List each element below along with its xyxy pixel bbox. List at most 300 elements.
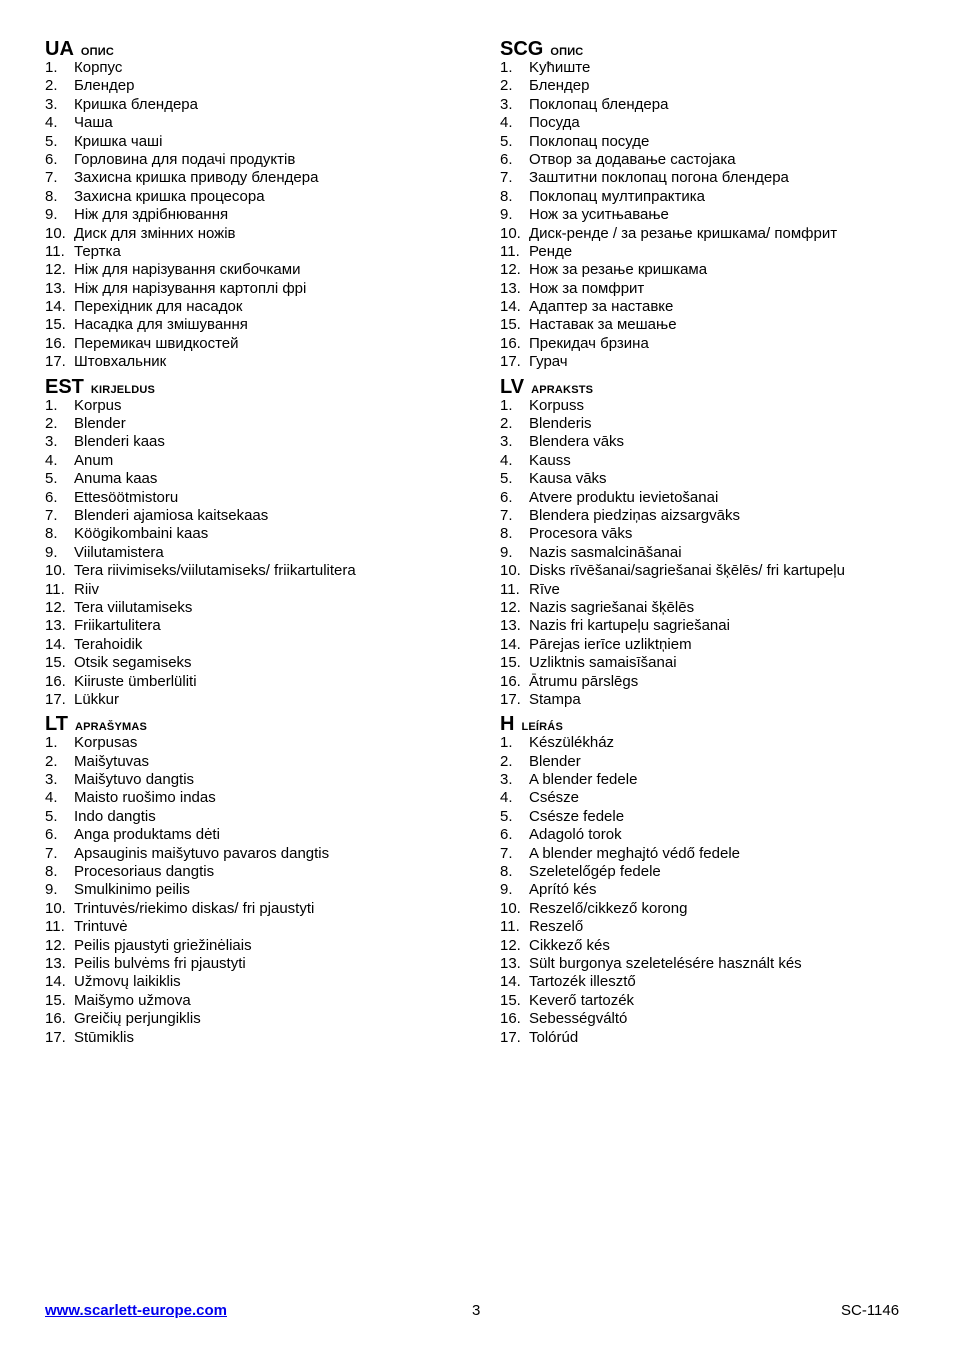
- item-label: Maišytuvas: [74, 752, 150, 770]
- list-item: [45, 316, 465, 334]
- item-label: Штовхальник: [74, 353, 167, 371]
- list-item: [45, 654, 465, 672]
- item-number: 5.: [45, 132, 58, 150]
- item-number: 12.: [500, 261, 521, 279]
- section-heading: [45, 372, 465, 397]
- item-number: 13.: [500, 279, 521, 297]
- list-item: [500, 808, 920, 826]
- list-item: [45, 881, 465, 899]
- item-number: 1.: [500, 396, 513, 414]
- item-label: Поклопац мултипрактика: [529, 187, 706, 205]
- item-number: 10.: [45, 899, 66, 917]
- item-number: 14.: [45, 635, 66, 653]
- item-number: 6.: [45, 826, 58, 844]
- list-item: [45, 599, 465, 617]
- item-label: Захисна кришка процесора: [74, 187, 265, 205]
- list-item: [45, 452, 465, 470]
- section-title: kirjeldus: [90, 379, 156, 397]
- language-code: EST: [45, 375, 84, 398]
- item-label: Отвор за додавање састојака: [529, 150, 736, 168]
- list-item: [45, 415, 465, 433]
- item-number: 1.: [500, 734, 513, 752]
- item-number: 11.: [500, 242, 520, 260]
- item-label: Procesora vāks: [529, 525, 633, 543]
- list-item: [500, 562, 920, 580]
- list-item: [500, 261, 920, 279]
- item-number: 16.: [500, 672, 521, 690]
- item-number: 10.: [45, 224, 66, 242]
- item-label: Tera riivimiseks/viilutamiseks/ friikartulitera: [74, 562, 356, 580]
- list-item: [45, 863, 465, 881]
- section-ua: [45, 34, 465, 372]
- item-number: 14.: [500, 635, 521, 653]
- list-item: [500, 489, 920, 507]
- item-label: Anga produktams dėti: [74, 826, 220, 844]
- item-number: 9.: [500, 206, 513, 224]
- item-number: 3.: [500, 95, 513, 113]
- list-item: [500, 581, 920, 599]
- list-item: [500, 225, 920, 243]
- item-label: Köögikombaini kaas: [74, 525, 209, 543]
- item-label: Viilutamistera: [74, 543, 164, 561]
- item-label: Перемикач швидкостей: [74, 334, 239, 352]
- item-number: 17.: [45, 1028, 66, 1046]
- item-label: Reszelő: [529, 918, 584, 936]
- item-label: Trintuvės/riekimo diskas/ fri pjaustyti: [74, 899, 315, 917]
- item-number: 7.: [500, 844, 513, 862]
- item-label: Blendera piedziņas aizsargvāks: [529, 506, 740, 524]
- item-number: 7.: [45, 169, 58, 187]
- item-label: Blendera vāks: [529, 433, 625, 451]
- list-item: [45, 691, 465, 709]
- item-number: 9.: [45, 543, 58, 561]
- item-number: 15.: [500, 316, 521, 334]
- item-number: 6.: [500, 150, 513, 168]
- item-label: Kausa vāks: [529, 470, 607, 488]
- item-label: Kauss: [529, 451, 571, 469]
- item-number: 3.: [500, 433, 513, 451]
- item-number: 10.: [45, 562, 66, 580]
- list-item: [500, 114, 920, 132]
- item-label: Friikartulitera: [74, 617, 161, 635]
- list-item: [500, 452, 920, 470]
- list-item: [500, 280, 920, 298]
- page-number: 3: [472, 1302, 481, 1319]
- website-link[interactable]: www.scarlett-europe.com: [45, 1302, 227, 1319]
- parts-list: [45, 397, 465, 710]
- item-number: 10.: [500, 562, 521, 580]
- item-label: Uzliktnis samaisīšanai: [529, 654, 677, 672]
- item-number: 12.: [500, 598, 521, 616]
- list-item: [500, 789, 920, 807]
- list-item: [45, 973, 465, 991]
- item-number: 7.: [45, 506, 58, 524]
- section-title: apraksts: [531, 379, 594, 397]
- list-item: [500, 636, 920, 654]
- item-number: 15.: [500, 654, 521, 672]
- item-label: Smulkinimo peilis: [74, 881, 190, 899]
- item-label: Maišymo užmova: [74, 991, 191, 1009]
- item-number: 8.: [45, 525, 58, 543]
- item-number: 5.: [45, 807, 58, 825]
- item-label: Tera viilutamiseks: [74, 598, 193, 616]
- list-item: [500, 654, 920, 672]
- item-number: 2.: [45, 752, 58, 770]
- list-item: [45, 562, 465, 580]
- list-item: [45, 826, 465, 844]
- item-number: 6.: [45, 150, 58, 168]
- item-label: Otsik segamiseks: [74, 654, 192, 672]
- language-code: UA: [45, 38, 74, 60]
- item-label: Atvere produktu ievietošanai: [529, 488, 719, 506]
- list-item: [45, 544, 465, 562]
- item-number: 6.: [500, 488, 513, 506]
- item-label: Kућиште: [529, 59, 591, 76]
- item-label: Pārejas ierīce uzliktņiem: [529, 635, 692, 653]
- item-label: Кришка чаші: [74, 132, 163, 150]
- item-label: Blender: [529, 752, 581, 770]
- item-number: 5.: [45, 470, 58, 488]
- list-item: [500, 881, 920, 899]
- item-label: Užmovų laikiklis: [74, 973, 181, 991]
- item-label: Blenderi ajamiosa kaitsekaas: [74, 506, 269, 524]
- language-code: LV: [500, 375, 525, 398]
- item-label: Blender: [74, 415, 126, 433]
- list-item: [45, 433, 465, 451]
- item-label: Keverő tartozék: [529, 991, 635, 1009]
- list-item: [500, 188, 920, 206]
- item-number: 16.: [45, 672, 66, 690]
- item-label: Nazis fri kartupeļu sagriešanai: [529, 617, 730, 635]
- section-heading: [45, 34, 465, 59]
- item-label: Нож за уситњавање: [529, 206, 669, 224]
- item-label: Blenderi kaas: [74, 433, 165, 451]
- item-label: Чаша: [74, 114, 113, 132]
- item-number: 8.: [500, 863, 513, 881]
- item-number: 17.: [45, 353, 66, 371]
- item-number: 7.: [45, 844, 58, 862]
- list-item: [500, 243, 920, 261]
- item-number: 6.: [45, 488, 58, 506]
- item-number: 15.: [45, 991, 66, 1009]
- list-item: [500, 353, 920, 371]
- item-number: 14.: [500, 973, 521, 991]
- item-label: Кришка блендера: [74, 95, 198, 113]
- item-number: 12.: [45, 936, 66, 954]
- item-number: 5.: [500, 132, 513, 150]
- item-label: Диск для змінних ножів: [74, 224, 236, 242]
- item-number: 4.: [45, 789, 58, 807]
- list-item: [45, 636, 465, 654]
- list-item: [45, 753, 465, 771]
- item-number: 16.: [500, 334, 521, 352]
- list-item: [45, 489, 465, 507]
- item-label: Прекидач брзина: [529, 334, 649, 352]
- list-item: [45, 617, 465, 635]
- list-item: [45, 900, 465, 918]
- item-number: 11.: [500, 918, 520, 936]
- item-label: Stampa: [529, 690, 581, 708]
- section-title: опис: [80, 42, 115, 59]
- item-label: Нож за резање кришкама: [529, 261, 708, 279]
- item-label: Aprító kés: [529, 881, 597, 899]
- item-label: Anuma kaas: [74, 470, 158, 488]
- item-number: 13.: [45, 279, 66, 297]
- list-item: [45, 470, 465, 488]
- list-item: [45, 243, 465, 261]
- item-label: Заштитни поклопац погона блендера: [529, 169, 789, 187]
- item-number: 7.: [500, 506, 513, 524]
- list-item: [45, 169, 465, 187]
- item-label: Procesoriaus dangtis: [74, 863, 215, 881]
- item-number: 14.: [45, 973, 66, 991]
- item-number: 13.: [500, 954, 521, 972]
- item-label: Peilis pjaustyti griežinėliais: [74, 936, 252, 954]
- list-item: [45, 955, 465, 973]
- item-label: Indo dangtis: [74, 807, 156, 825]
- item-number: 17.: [500, 690, 521, 708]
- list-item: [500, 133, 920, 151]
- list-item: [500, 845, 920, 863]
- item-label: Ренде: [529, 242, 573, 260]
- item-label: Korpuss: [529, 396, 585, 414]
- item-label: Тертка: [74, 242, 121, 260]
- item-number: 13.: [45, 954, 66, 972]
- item-label: Диск-ренде / за резање кришкама/ помфрит: [529, 224, 838, 242]
- item-number: 11.: [45, 918, 65, 936]
- list-item: [500, 1029, 920, 1047]
- list-item: [500, 955, 920, 973]
- item-label: Készülékház: [529, 734, 615, 752]
- item-number: 8.: [45, 863, 58, 881]
- item-label: Ніж для нарізування картоплі фрі: [74, 279, 307, 297]
- item-label: Blenderis: [529, 415, 592, 433]
- item-number: 14.: [45, 298, 66, 316]
- list-item: [500, 316, 920, 334]
- list-item: [45, 335, 465, 353]
- item-number: 16.: [45, 1010, 66, 1028]
- item-label: Sült burgonya szeletelésére használt kés: [529, 954, 802, 972]
- item-label: Kiiruste ümberlüliti: [74, 672, 197, 690]
- item-number: 8.: [500, 525, 513, 543]
- item-number: 13.: [500, 617, 521, 635]
- list-item: [500, 753, 920, 771]
- item-label: Terahoidik: [74, 635, 143, 653]
- item-label: Riiv: [74, 580, 99, 598]
- item-number: 4.: [45, 451, 58, 469]
- list-item: [500, 59, 920, 77]
- list-item: [45, 507, 465, 525]
- list-item: [500, 617, 920, 635]
- item-label: Disks rīvēšanai/sagriešanai šķēlēs/ fri kartupeļu: [529, 562, 845, 580]
- item-number: 11.: [500, 580, 520, 598]
- item-label: Горловина для подачі продуктів: [74, 150, 296, 168]
- item-number: 1.: [45, 59, 58, 76]
- list-item: [500, 335, 920, 353]
- item-label: Csésze: [529, 789, 580, 807]
- list-item: [500, 691, 920, 709]
- list-item: [500, 298, 920, 316]
- item-label: Посуда: [529, 114, 580, 132]
- list-item: [500, 206, 920, 224]
- list-item: [500, 169, 920, 187]
- list-item: [500, 1010, 920, 1028]
- list-item: [45, 673, 465, 691]
- section-h: [500, 709, 920, 1047]
- item-label: Cikkező kés: [529, 936, 610, 954]
- item-number: 7.: [500, 169, 513, 187]
- item-label: Stūmiklis: [74, 1028, 135, 1046]
- item-label: Maisto ruošimo indas: [74, 789, 216, 807]
- item-number: 15.: [45, 654, 66, 672]
- language-code: H: [500, 713, 515, 736]
- item-number: 2.: [500, 415, 513, 433]
- section-est: [45, 372, 465, 710]
- item-number: 4.: [500, 789, 513, 807]
- parts-list: [500, 734, 920, 1047]
- item-number: 3.: [500, 771, 513, 789]
- parts-list: [500, 59, 920, 372]
- item-number: 4.: [500, 451, 513, 469]
- parts-list: [45, 59, 465, 372]
- item-number: 1.: [45, 396, 58, 414]
- list-item: [45, 77, 465, 95]
- item-number: 4.: [45, 114, 58, 132]
- parts-list: [500, 397, 920, 710]
- item-number: 17.: [500, 353, 521, 371]
- section-heading: [500, 709, 920, 734]
- item-label: Adagoló torok: [529, 826, 622, 844]
- item-number: 12.: [45, 598, 66, 616]
- list-item: [500, 863, 920, 881]
- item-number: 16.: [500, 1010, 521, 1028]
- item-label: Насадка для змішування: [74, 316, 248, 334]
- item-label: Korpus: [74, 396, 122, 414]
- list-item: [500, 734, 920, 752]
- list-item: [45, 937, 465, 955]
- item-label: Anum: [74, 451, 114, 469]
- section-title: aprašymas: [74, 717, 148, 735]
- list-item: [45, 525, 465, 543]
- item-number: 11.: [45, 580, 65, 598]
- model-number: SC-1146: [841, 1302, 900, 1319]
- list-item: [500, 771, 920, 789]
- list-item: [45, 298, 465, 316]
- list-item: [45, 206, 465, 224]
- item-number: 3.: [45, 771, 58, 789]
- parts-list: [45, 734, 465, 1047]
- item-number: 16.: [45, 334, 66, 352]
- section-title: опис: [550, 42, 584, 59]
- list-item: [500, 470, 920, 488]
- list-item: [45, 845, 465, 863]
- list-item: [45, 225, 465, 243]
- item-number: 3.: [45, 433, 58, 451]
- item-label: Csésze fedele: [529, 807, 625, 825]
- item-number: 1.: [500, 59, 513, 76]
- item-label: Peilis bulvėms fri pjaustyti: [74, 954, 246, 972]
- list-item: [500, 973, 920, 991]
- list-item: [45, 581, 465, 599]
- item-label: Korpusas: [74, 734, 138, 752]
- item-label: Maišytuvo dangtis: [74, 771, 195, 789]
- list-item: [500, 525, 920, 543]
- item-label: Нож за помфрит: [529, 279, 645, 297]
- item-number: 5.: [500, 807, 513, 825]
- item-number: 2.: [500, 77, 513, 95]
- item-label: A blender meghajtó védő fedele: [529, 844, 740, 862]
- item-label: Lükkur: [74, 690, 120, 708]
- list-item: [45, 397, 465, 415]
- list-item: [500, 397, 920, 415]
- section-title: leírás: [521, 717, 563, 735]
- item-label: Reszelő/cikkező korong: [529, 899, 688, 917]
- item-number: 9.: [500, 881, 513, 899]
- list-item: [45, 151, 465, 169]
- item-number: 4.: [500, 114, 513, 132]
- item-label: Nazis sagriešanai šķēlēs: [529, 598, 695, 616]
- list-item: [500, 900, 920, 918]
- item-label: Trintuvė: [74, 918, 128, 936]
- section-lt: [45, 709, 465, 1047]
- item-number: 5.: [500, 470, 513, 488]
- list-item: [45, 992, 465, 1010]
- list-item: [45, 114, 465, 132]
- item-label: Sebességváltó: [529, 1010, 628, 1028]
- language-code: SCG: [500, 38, 544, 60]
- list-item: [45, 133, 465, 151]
- list-item: [45, 918, 465, 936]
- list-item: [500, 992, 920, 1010]
- item-label: Корпус: [74, 59, 123, 76]
- list-item: [45, 280, 465, 298]
- item-label: Наставак за мешање: [529, 316, 677, 334]
- list-item: [500, 673, 920, 691]
- list-item: [45, 808, 465, 826]
- item-label: Гурач: [529, 353, 568, 371]
- item-label: Ніж для нарізування скибочками: [74, 261, 301, 279]
- item-number: 8.: [45, 187, 58, 205]
- item-number: 11.: [45, 242, 65, 260]
- item-number: 2.: [45, 77, 58, 95]
- item-number: 9.: [500, 543, 513, 561]
- item-label: Адаптер за наставке: [529, 298, 674, 316]
- item-label: Greičių perjungiklis: [74, 1010, 201, 1028]
- item-number: 17.: [45, 690, 66, 708]
- section-heading: [500, 34, 920, 59]
- item-number: 15.: [45, 316, 66, 334]
- item-label: Tartozék illesztő: [529, 973, 636, 991]
- item-label: Ātrumu pārslēgs: [529, 672, 639, 690]
- list-item: [45, 1029, 465, 1047]
- section-lv: [500, 372, 920, 710]
- item-number: 9.: [45, 881, 58, 899]
- item-number: 13.: [45, 617, 66, 635]
- item-number: 9.: [45, 206, 58, 224]
- item-label: Apsauginis maišytuvo pavaros dangtis: [74, 844, 330, 862]
- list-item: [500, 599, 920, 617]
- list-item: [500, 507, 920, 525]
- item-number: 12.: [45, 261, 66, 279]
- item-label: Захисна кришка приводу блендера: [74, 169, 319, 187]
- item-number: 2.: [500, 752, 513, 770]
- item-number: 12.: [500, 936, 521, 954]
- item-number: 14.: [500, 298, 521, 316]
- list-item: [45, 789, 465, 807]
- list-item: [500, 433, 920, 451]
- item-label: Ніж для здрібнювання: [74, 206, 229, 224]
- list-item: [500, 937, 920, 955]
